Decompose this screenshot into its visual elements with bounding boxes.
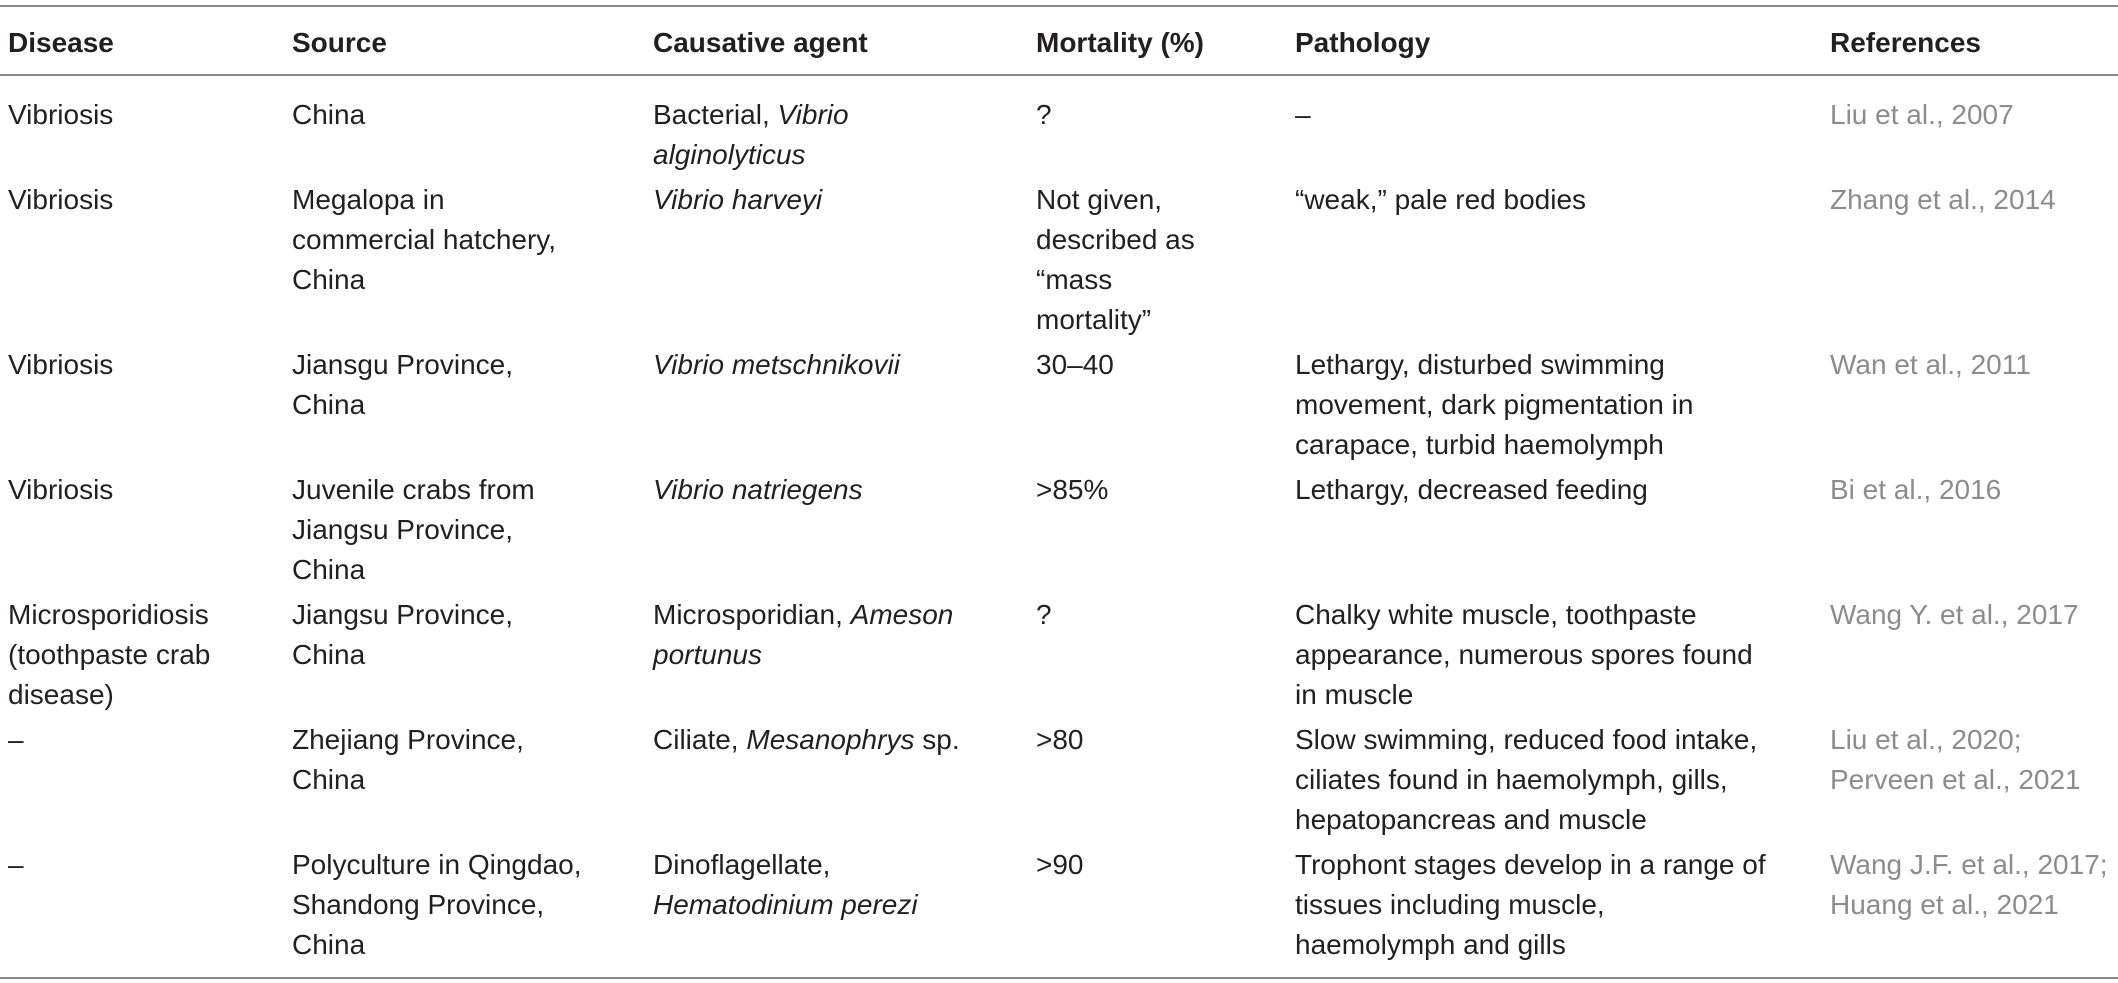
cell-disease	[8, 180, 278, 220]
cell-line: Vibriosis	[8, 99, 114, 130]
cell-line: China	[292, 639, 366, 670]
cell-disease	[8, 345, 278, 385]
cell-mortality	[1036, 180, 1276, 340]
cell-line: Not given,	[1036, 184, 1163, 215]
reference-link[interactable]: Huang et al., 2021	[1830, 889, 2059, 920]
cell-line: –	[8, 724, 24, 755]
cell-line: Slow swimming, reduced food intake,	[1295, 724, 1758, 755]
cell-mortality	[1036, 595, 1276, 635]
agent-line	[653, 720, 1013, 760]
cell-source	[292, 595, 632, 675]
cell-causative-agent	[653, 95, 1013, 175]
agent-species: Vibrio	[777, 99, 849, 130]
cell-references	[1830, 345, 2118, 385]
cell-references	[1830, 180, 2118, 220]
cell-line: ciliates found in haemolymph, gills,	[1295, 764, 1728, 795]
cell-line: “mass	[1036, 264, 1113, 295]
cell-disease	[8, 845, 278, 885]
cell-line: carapace, turbid haemolymph	[1295, 429, 1664, 460]
agent-line	[653, 345, 1013, 385]
cell-line: China	[292, 389, 366, 420]
cell-line: movement, dark pigmentation in	[1295, 389, 1694, 420]
cell-pathology	[1295, 470, 1815, 510]
cell-disease	[8, 595, 278, 715]
agent-species: Vibrio harveyi	[653, 184, 823, 215]
reference-link[interactable]: Liu et al., 2020;	[1830, 724, 2022, 755]
cell-references	[1830, 720, 2118, 800]
cell-line: Jiangsu Province,	[292, 514, 514, 545]
header-pathology: Pathology	[1295, 27, 1431, 58]
cell-line: China	[292, 929, 366, 960]
cell-disease	[8, 95, 278, 135]
cell-references	[1830, 845, 2118, 925]
cell-line: Lethargy, disturbed swimming	[1295, 349, 1665, 380]
cell-pathology	[1295, 720, 1815, 840]
agent-prefix: Bacterial,	[653, 99, 778, 130]
cell-causative-agent	[653, 595, 1013, 675]
agent-line	[653, 595, 1013, 635]
cell-disease	[8, 720, 278, 760]
agent-line	[653, 95, 1013, 135]
cell-references	[1830, 95, 2118, 135]
cell-line: ?	[1036, 99, 1052, 130]
header-source: Source	[292, 27, 387, 58]
cell-line: tissues including muscle,	[1295, 889, 1605, 920]
reference-link[interactable]: Wan et al., 2011	[1830, 349, 2031, 380]
cell-causative-agent	[653, 345, 1013, 385]
agent-prefix: Ciliate,	[653, 724, 747, 755]
cell-line: Microsporidiosis	[8, 599, 209, 630]
cell-mortality	[1036, 345, 1276, 385]
cell-mortality	[1036, 95, 1276, 135]
cell-mortality	[1036, 845, 1276, 885]
cell-line: China	[292, 764, 366, 795]
agent-species: Vibrio natriegens	[653, 474, 863, 505]
cell-line: –	[1295, 99, 1311, 130]
header-references: References	[1830, 27, 1981, 58]
agent-species: portunus	[653, 639, 762, 670]
cell-line: –	[8, 849, 24, 880]
cell-line: hepatopancreas and muscle	[1295, 804, 1647, 835]
cell-line: Zhejiang Province,	[292, 724, 524, 755]
cell-pathology	[1295, 595, 1815, 715]
cell-pathology	[1295, 845, 1815, 965]
reference-link[interactable]: Wang Y. et al., 2017	[1830, 599, 2079, 630]
cell-line: Vibriosis	[8, 474, 114, 505]
cell-source	[292, 720, 632, 800]
cell-line: >85%	[1036, 474, 1109, 505]
header-causative-agent: Causative agent	[653, 27, 868, 58]
cell-line: Vibriosis	[8, 349, 114, 380]
cell-line: Jiansgu Province,	[292, 349, 514, 380]
cell-causative-agent	[653, 720, 1013, 760]
cell-line: (toothpaste crab	[8, 639, 211, 670]
cell-line: 30–40	[1036, 349, 1114, 380]
agent-species: Mesanophrys	[746, 724, 915, 755]
agent-species: Vibrio metschnikovii	[653, 349, 900, 380]
agent-suffix: sp.	[914, 724, 960, 755]
cell-line: mortality”	[1036, 304, 1152, 335]
cell-references	[1830, 470, 2118, 510]
cell-pathology	[1295, 95, 1815, 135]
header-disease: Disease	[8, 27, 114, 58]
cell-line: in muscle	[1295, 679, 1414, 710]
cell-line: Polyculture in Qingdao,	[292, 849, 582, 880]
table-bottom-rule	[0, 977, 2118, 979]
cell-source	[292, 845, 632, 965]
cell-source	[292, 470, 632, 590]
cell-source	[292, 95, 632, 135]
cell-line: described as	[1036, 224, 1195, 255]
cell-mortality	[1036, 720, 1276, 760]
cell-causative-agent	[653, 180, 1013, 220]
cell-line: China	[292, 264, 366, 295]
cell-line: commercial hatchery,	[292, 224, 557, 255]
cell-pathology	[1295, 345, 1815, 465]
cell-source	[292, 180, 632, 300]
cell-line: “weak,” pale red bodies	[1295, 184, 1587, 215]
cell-line: Chalky white muscle, toothpaste	[1295, 599, 1697, 630]
cell-line: Trophont stages develop in a range of	[1295, 849, 1766, 880]
agent-species: alginolyticus	[653, 139, 806, 170]
cell-line: Jiangsu Province,	[292, 599, 514, 630]
cell-line: Lethargy, decreased feeding	[1295, 474, 1648, 505]
agent-prefix: Dinoflagellate,	[653, 849, 831, 880]
cell-line: >90	[1036, 849, 1084, 880]
cell-line: disease)	[8, 679, 114, 710]
cell-line: >80	[1036, 724, 1084, 755]
cell-causative-agent	[653, 470, 1013, 510]
cell-line: China	[292, 554, 366, 585]
agent-prefix: Microsporidian,	[653, 599, 851, 630]
cell-disease	[8, 470, 278, 510]
agent-line	[653, 845, 1013, 885]
reference-link[interactable]: Bi et al., 2016	[1830, 474, 2002, 505]
cell-line: Juvenile crabs from	[292, 474, 535, 505]
cell-references	[1830, 595, 2118, 635]
cell-line: appearance, numerous spores found	[1295, 639, 1753, 670]
cell-line: Shandong Province,	[292, 889, 545, 920]
cell-line: Vibriosis	[8, 184, 114, 215]
agent-line	[653, 470, 1013, 510]
cell-line: haemolymph and gills	[1295, 929, 1566, 960]
agent-species: Hematodinium perezi	[653, 889, 918, 920]
table-header-rule	[0, 74, 2118, 76]
cell-line: Megalopa in	[292, 184, 445, 215]
reference-link[interactable]: Perveen et al., 2021	[1830, 764, 2081, 795]
cell-pathology	[1295, 180, 1815, 220]
cell-causative-agent	[653, 845, 1013, 925]
agent-species: Ameson	[850, 599, 954, 630]
cell-source	[292, 345, 632, 425]
reference-link[interactable]: Wang J.F. et al., 2017;	[1830, 849, 2108, 880]
agent-line	[653, 180, 1013, 220]
cell-line: China	[292, 99, 366, 130]
cell-line: ?	[1036, 599, 1052, 630]
reference-link[interactable]: Liu et al., 2007	[1830, 99, 2014, 130]
table-header-row	[0, 0, 2118, 78]
reference-link[interactable]: Zhang et al., 2014	[1830, 184, 2056, 215]
cell-mortality	[1036, 470, 1276, 510]
header-mortality: Mortality (%)	[1036, 27, 1204, 58]
